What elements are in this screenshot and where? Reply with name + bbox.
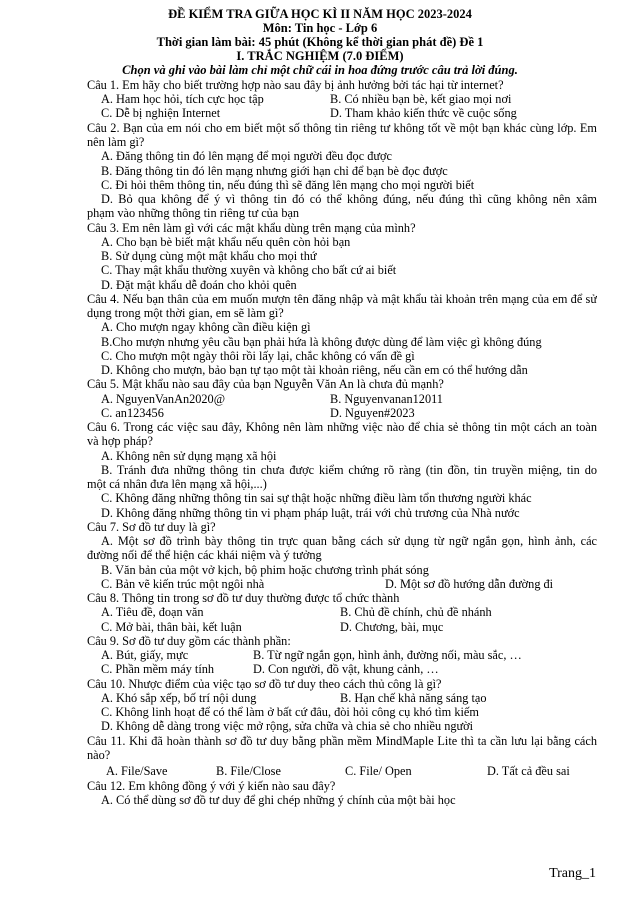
q6-option-a: A. Không nên sử dụng mạng xã hội (101, 449, 277, 463)
q12-option-a: A. Có thể dùng sơ đồ tư duy để ghi chép những ý chính của một bài học (101, 793, 456, 807)
q11-option-a: A. File/Save (106, 764, 168, 778)
q5-option-c: C. an123456 (101, 406, 164, 420)
q7-option-a-cont: đường nối để thể hiện các khái niệm và ý tưởng (87, 548, 322, 562)
q4-option-b: B.Cho mượn nhưng yêu cầu bạn phải hứa là không được dùng để làm việc gì không đúng (101, 335, 542, 349)
q7-option-b: B. Văn bản của một vở kịch, bộ phim hoặc chương trình phát sóng (101, 563, 429, 577)
q3-option-a: A. Cho bạn bè biết mật khẩu nếu quên còn hỏi bạn (101, 235, 351, 249)
q2-option-b: B. Đăng thông tin đó lên mạng nhưng giới hạn chỉ để bạn bè đọc được (101, 164, 448, 178)
question-10: Câu 10. Nhược điểm của việc tạo sơ đồ tư duy theo cách thủ công là gì? (87, 677, 442, 691)
q10-option-c: C. Không linh hoạt để có thể làm ở bất cứ đâu, đòi hỏi công cụ khó tìm kiếm (101, 705, 479, 719)
q4-option-a: A. Cho mượn ngay không cần điều kiện gì (101, 320, 311, 334)
q9-option-d: D. Con người, đồ vật, khung cảnh, … (253, 662, 439, 676)
q6-option-c: C. Không đăng những thông tin sai sự thật hoặc những điều làm tổn thương người khác (101, 491, 532, 505)
q8-option-b: B. Chủ đề chính, chủ đề nhánh (340, 605, 492, 619)
q1-option-d: D. Tham khảo kiến thức về cuộc sống (330, 106, 517, 120)
q8-option-d: D. Chương, bài, mục (340, 620, 444, 634)
q2-option-a: A. Đăng thông tin đó lên mạng để mọi người đều đọc được (101, 149, 393, 163)
instruction: Chọn và ghi vào bài làm chỉ một chữ cái in hoa đứng trước câu trả lời đúng. (122, 63, 518, 77)
exam-title: ĐỀ KIỂM TRA GIỮA HỌC KÌ II NĂM HỌC 2023-2024 (168, 7, 472, 21)
q7-option-c: C. Bản vẽ kiến trúc một ngôi nhà (101, 577, 265, 591)
question-9: Câu 9. Sơ đồ tư duy gồm các thành phần: (87, 634, 291, 648)
q10-option-d: D. Không dễ dàng trong việc mở rộng, sửa chữa và chia sẻ cho nhiều người (101, 719, 474, 733)
question-4: Câu 4. Nếu bạn thân của em muốn mượn tên đăng nhập và mật khẩu tài khoản trên mạng của em để sử (87, 292, 597, 306)
q2-option-c: C. Đi hỏi thêm thông tin, nếu đúng thì sẽ đăng lên mạng cho mọi người biết (101, 178, 475, 192)
question-4-cont: dụng trong một thời gian, em sẽ làm gì? (87, 306, 284, 320)
page-number: Trang_1 (549, 866, 596, 881)
q1-option-b: B. Có nhiều bạn bè, kết giao mọi nơi (330, 92, 512, 106)
q9-option-b: B. Từ ngữ ngắn gọn, hình ảnh, đường nối, màu sắc, … (253, 648, 522, 662)
question-2-cont: nên làm gì? (87, 135, 145, 149)
question-5: Câu 5. Mật khẩu nào sau đây của bạn Nguyễn Văn An là chưa đủ mạnh? (87, 377, 444, 391)
q11-option-b: B. File/Close (216, 764, 281, 778)
q3-option-b: B. Sử dụng cùng một mật khẩu cho mọi thứ (101, 249, 317, 263)
q10-option-b: B. Hạn chế khả năng sáng tạo (340, 691, 487, 705)
exam-time: Thời gian làm bài: 45 phút (Không kể thời gian phát đề) Đề 1 (156, 35, 484, 49)
q11-option-c: C. File/ Open (345, 764, 412, 778)
q2-option-d-cont: phạm vào những thông tin riêng tư của bạn (87, 206, 300, 220)
q5-option-a: A. NguyenVanAn2020@ (101, 392, 226, 406)
q1-option-a: A. Ham học hỏi, tích cực học tập (101, 92, 264, 106)
exam-subject: Môn: Tin học - Lớp 6 (262, 21, 378, 35)
q2-option-d: D. Bỏ qua không để ý vì thông tin đó có thể không đúng, nếu đúng thì cũng không nên xâm (101, 192, 597, 206)
question-2: Câu 2. Bạn của em nói cho em biết một số thông tin riêng tư không tốt về một bạn khác cùng lớp. Em (87, 121, 597, 135)
question-7: Câu 7. Sơ đồ tư duy là gì? (87, 520, 216, 534)
q1-option-c: C. Dễ bị nghiện Internet (101, 106, 221, 120)
question-6-cont: và hợp pháp? (87, 434, 153, 448)
question-6: Câu 6. Trong các việc sau đây, Không nên làm những việc nào để chia sẻ thông tin một cách an toàn (87, 420, 597, 434)
q6-option-d: D. Không đăng những thông tin vi phạm pháp luật, trái với chủ trương của Nhà nước (101, 506, 520, 520)
question-8: Câu 8. Thông tin trong sơ đồ tư duy thường được tổ chức thành (87, 591, 400, 605)
question-1: Câu 1. Em hãy cho biết trường hợp nào sau đây bị ảnh hưởng bởi tác hại từ internet? (87, 78, 504, 92)
question-11-cont: nào? (87, 748, 111, 762)
q10-option-a: A. Khó sắp xếp, bố trí nội dung (101, 691, 257, 705)
q8-option-a: A. Tiêu đề, đoạn văn (101, 605, 204, 619)
q3-option-c: C. Thay mật khẩu thường xuyên và không cho bất cứ ai biết (101, 263, 397, 277)
q5-option-d: D. Nguyen#2023 (330, 406, 415, 420)
q11-option-d: D. Tất cả đều sai (487, 764, 570, 778)
q7-option-d: D. Một sơ đồ hướng dẫn đường đi (385, 577, 554, 591)
q9-option-a: A. Bút, giấy, mực (101, 648, 189, 662)
question-12: Câu 12. Em không đồng ý với ý kiến nào sau đây? (87, 779, 336, 793)
q6-option-b-cont: một cá nhân đưa lên mạng xã hội,...) (87, 477, 267, 491)
q4-option-d: D. Không cho mượn, bảo bạn tự tạo một tài khoản riêng, nếu cần em có thể hướng dẫn (101, 363, 528, 377)
q8-option-c: C. Mở bài, thân bài, kết luận (101, 620, 242, 634)
question-3: Câu 3. Em nên làm gì với các mật khẩu dùng trên mạng của mình? (87, 221, 416, 235)
section-title: I. TRẮC NGHIỆM (7.0 ĐIỂM) (236, 49, 404, 63)
question-11: Câu 11. Khi đã hoàn thành sơ đồ tư duy bằng phần mềm MindMaple Lite thì ta cần lưu lại bằng cách (87, 734, 597, 748)
q6-option-b: B. Tránh đưa những thông tin chưa được kiểm chứng rõ ràng (tin đồn, tin truyền miệng, tin do (101, 463, 597, 477)
q4-option-c: C. Cho mượn một ngày thôi rồi lấy lại, chắc không có vấn đề gì (101, 349, 415, 363)
q5-option-b: B. Nguyenvanan12011 (330, 392, 443, 406)
q3-option-d: D. Đặt mật khẩu dễ đoán cho khỏi quên (101, 278, 297, 292)
q7-option-a: A. Một sơ đồ trình bày thông tin trực quan bằng cách sử dụng từ ngữ ngắn gọn, hình ảnh, các (101, 534, 597, 548)
q9-option-c: C. Phần mềm máy tính (101, 662, 215, 676)
